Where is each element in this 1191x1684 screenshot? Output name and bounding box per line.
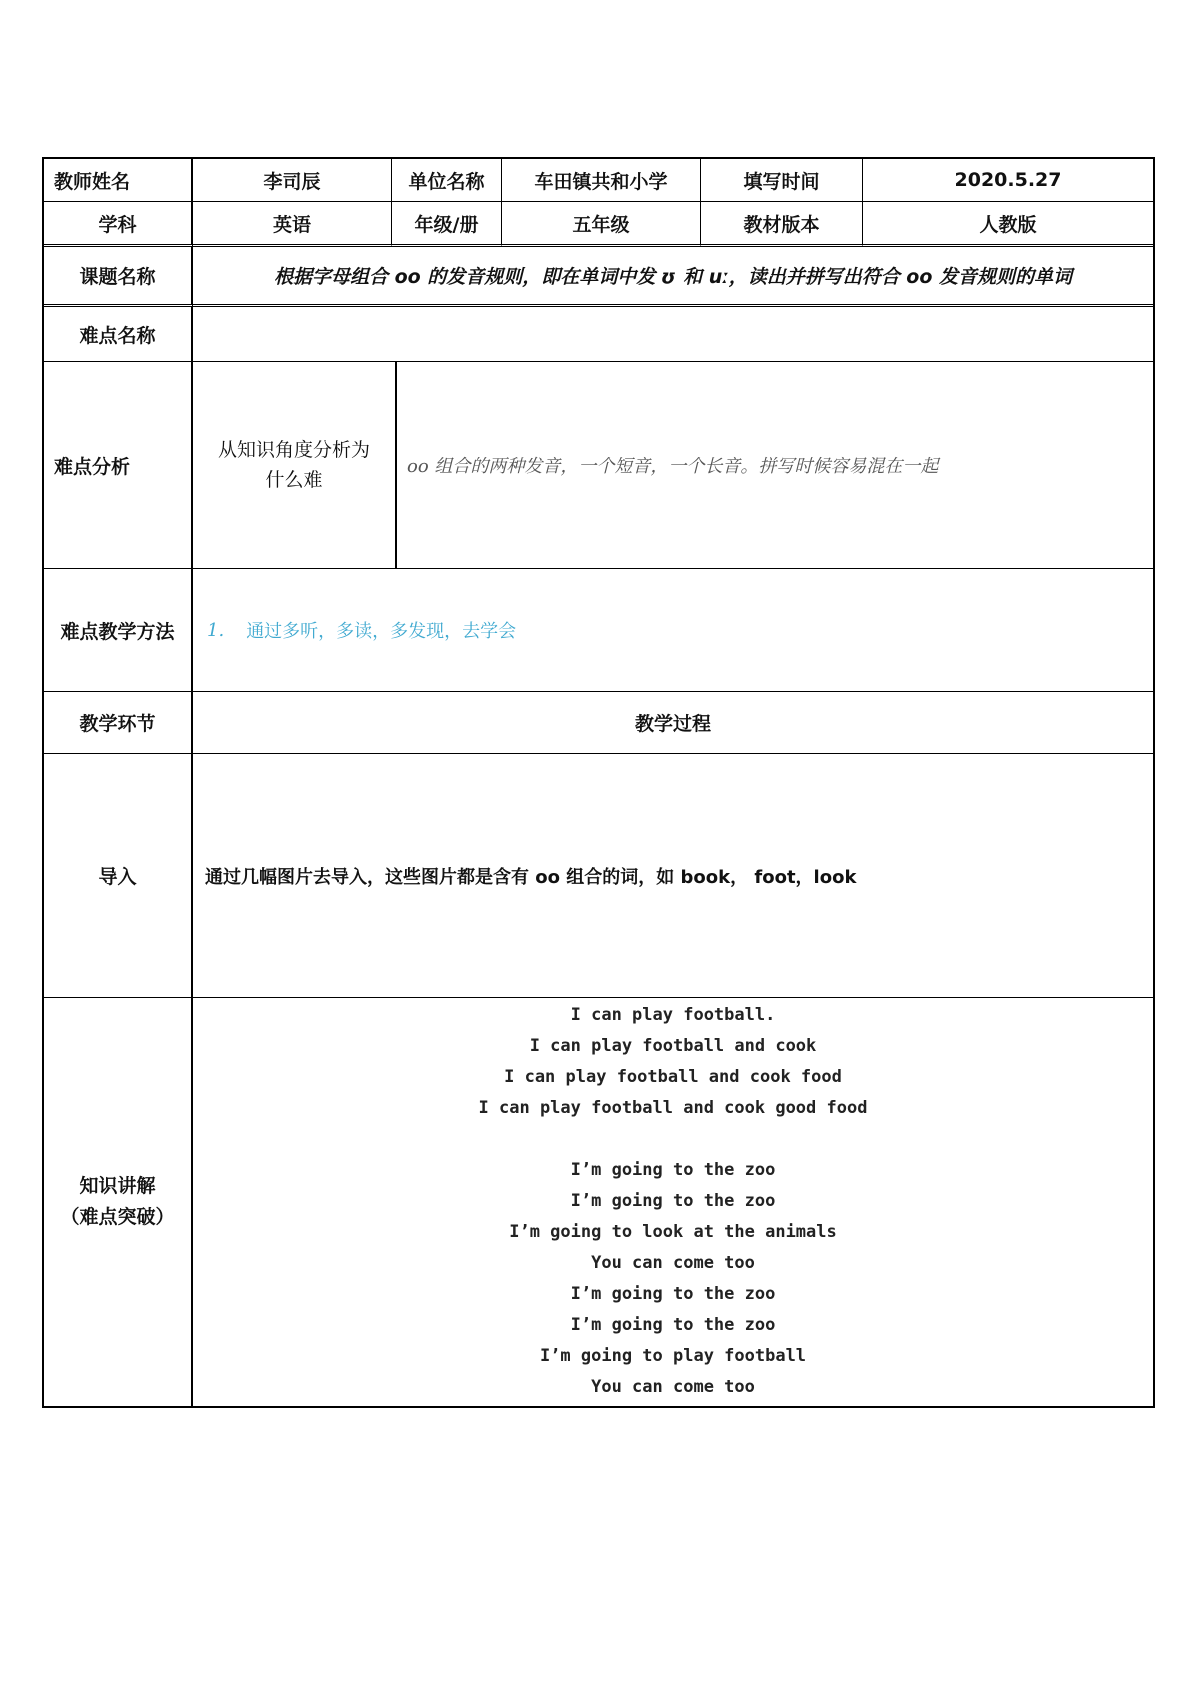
- unit-name-text: 车田镇共和小学: [534, 170, 668, 193]
- topic-label-text: 课题名称: [79, 266, 156, 288]
- teaching-method-value: [193, 569, 1153, 692]
- date-text: 2020.5.27: [954, 169, 1062, 191]
- teaching-method-label-text: 难点教学方法: [60, 620, 175, 643]
- knowledge-label-line1: 知识讲解: [79, 1175, 156, 1197]
- textbook-label: [701, 202, 863, 247]
- teacher-name-label: [44, 159, 193, 202]
- difficulty-analysis-text: oo 组合的两种发音，一个短音，一个长音。拼写时候容易混在一起: [407, 456, 939, 477]
- knowledge-content: [193, 998, 1153, 1406]
- difficulty-name-label: [44, 307, 193, 362]
- teacher-name-value: [193, 159, 392, 202]
- teacher-name-text: 李司辰: [263, 170, 321, 193]
- difficulty-name-label-text: 难点名称: [79, 324, 156, 347]
- textbook-text: 人教版: [979, 213, 1037, 236]
- textbook-label-text: 教材版本: [743, 213, 820, 236]
- unit-name-value: [502, 159, 701, 202]
- chant-line: I can play football and cook food: [504, 1067, 842, 1087]
- chant-line: I’m going to play football: [539, 1346, 807, 1366]
- subject-text: 英语: [272, 213, 311, 236]
- date-label-text: 填写时间: [743, 170, 820, 193]
- process-step-header: [44, 692, 193, 754]
- teacher-name-label-text: 教师姓名: [54, 170, 131, 193]
- textbook-value: [863, 202, 1153, 247]
- difficulty-analysis-sublabel-text: 从知识角度分析为什么难: [217, 439, 370, 491]
- difficulty-analysis-label: [44, 362, 193, 569]
- difficulty-analysis-label-text: 难点分析: [54, 455, 131, 478]
- date-value: [863, 159, 1153, 202]
- unit-name-label: [392, 159, 502, 202]
- chant-line: I can play football and cook: [529, 1036, 817, 1056]
- knowledge-label-line2: （难点突破）: [60, 1206, 175, 1228]
- unit-name-label-text: 单位名称: [408, 170, 485, 193]
- process-content-header-text: 教学过程: [634, 713, 711, 735]
- intro-value: [193, 754, 1153, 998]
- grade-text: 五年级: [572, 213, 630, 236]
- chant-line: You can come too: [591, 1253, 755, 1273]
- chant-line: I’m going to the zoo: [570, 1315, 776, 1335]
- topic-text: 根据字母组合 oo 的发音规则，即在单词中发 ʊ 和 uː，读出并拼写出符合 oo 发音规则的单词: [273, 266, 1073, 288]
- intro-label: [44, 754, 193, 998]
- chant-line: I can play football.: [570, 1005, 776, 1025]
- knowledge-label: [44, 998, 193, 1406]
- grade-value: [502, 202, 701, 247]
- teaching-method-label: [44, 569, 193, 692]
- teaching-method-number: 1.: [207, 619, 225, 641]
- chant-line: I’m going to the zoo: [570, 1284, 776, 1304]
- difficulty-name-value: [193, 307, 1153, 362]
- intro-label-text: 导入: [98, 866, 137, 888]
- topic-value: [193, 247, 1153, 307]
- intro-text: 通过几幅图片去导入，这些图片都是含有 oo 组合的词，如 book， foot，look: [205, 866, 857, 888]
- teaching-method-text: 通过多听，多读，多发现，去学会: [246, 621, 517, 642]
- chant-line: I’m going to the zoo: [570, 1160, 776, 1180]
- difficulty-analysis-value: [397, 362, 1153, 569]
- date-label: [701, 159, 863, 202]
- difficulty-analysis-sublabel: [193, 362, 397, 569]
- subject-value: [193, 202, 392, 247]
- subject-label: [44, 202, 193, 247]
- topic-label: [44, 247, 193, 307]
- chant-line: You can come too: [591, 1377, 755, 1397]
- chant-line: I’m going to look at the animals: [509, 1222, 837, 1242]
- process-step-header-text: 教学环节: [79, 713, 156, 735]
- chant-line: I’m going to the zoo: [570, 1191, 776, 1211]
- chant-line: I can play football and cook good food: [478, 1098, 868, 1118]
- grade-label-text: 年级/册: [414, 213, 479, 236]
- process-content-header: [193, 692, 1153, 754]
- subject-label-text: 学科: [98, 213, 137, 236]
- lesson-plan-table: [42, 157, 1155, 1408]
- grade-label: [392, 202, 502, 247]
